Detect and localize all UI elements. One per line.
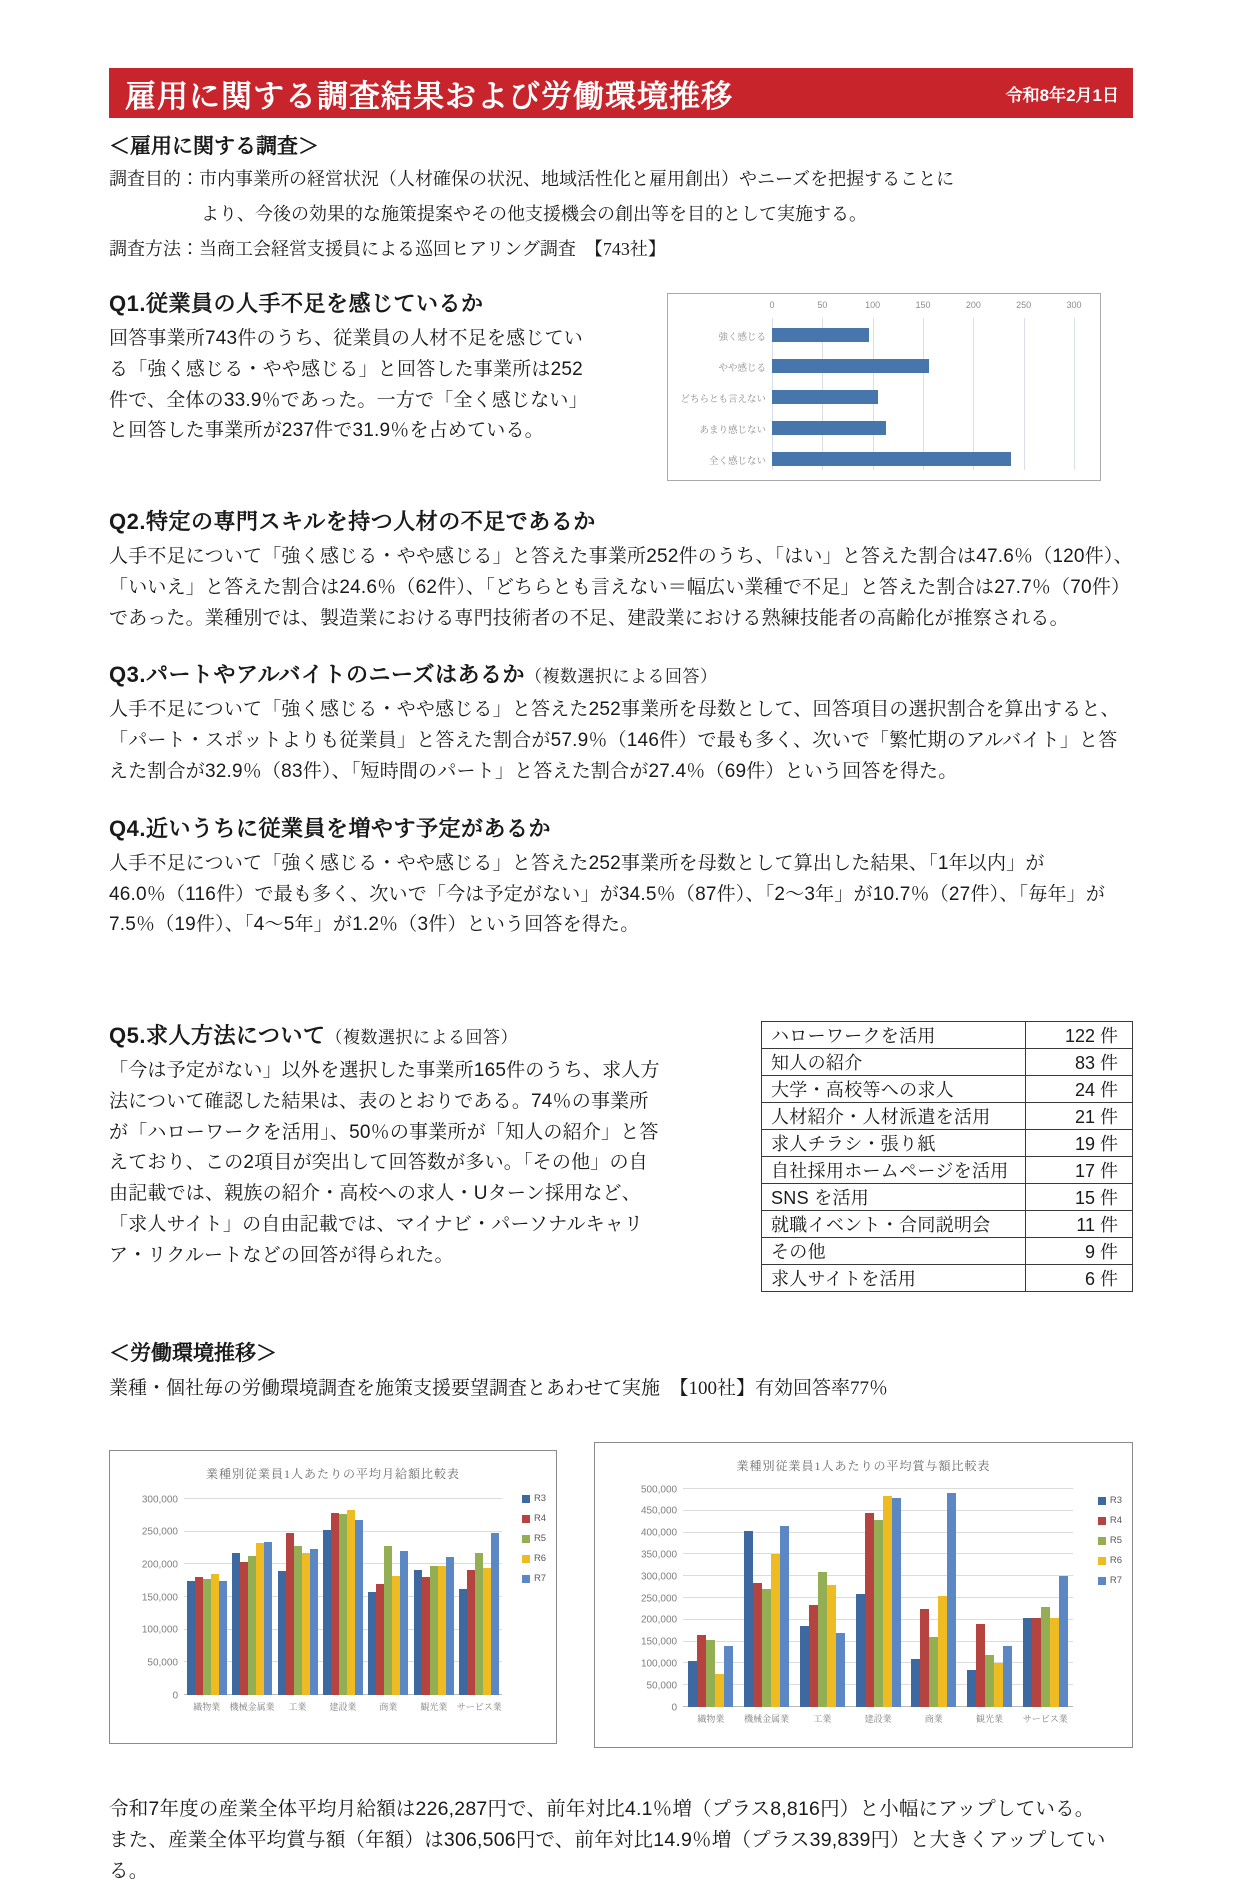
bar-R3 (323, 1530, 331, 1695)
header-banner (109, 68, 1133, 118)
q5-heading (109, 1019, 661, 1050)
legend-swatch (522, 1575, 530, 1583)
method-count: 6 件 (1026, 1265, 1133, 1292)
category-label: 建設業 (329, 1702, 357, 1713)
grid-line (1074, 318, 1075, 470)
legend-item (1098, 1495, 1122, 1506)
method-label: 人材紹介・人材派遣を活用 (762, 1103, 1026, 1130)
legend-label: R3 (1109, 1495, 1122, 1507)
labor-charts-row (109, 1442, 1133, 1748)
q5-heading-note: （複数選択による回答） (325, 1028, 519, 1048)
method-label: 求人チラシ・張り紙 (762, 1130, 1026, 1157)
legend-swatch (522, 1555, 530, 1563)
summary-line2: また、産業全体平均賞与額（年額）は306,506円で、前年対比14.9％増（プラス39,839円）と大きくアップしている。 (109, 1829, 1106, 1883)
y-tick-label: 300,000 (640, 1571, 678, 1583)
bar-R4 (286, 1533, 294, 1695)
legend-label: R6 (1109, 1555, 1122, 1567)
bar-R5 (1041, 1607, 1050, 1707)
legend-item (1098, 1555, 1122, 1566)
q3-body: 人手不足について「強く感じる・やや感じる」と答えた252事業所を母数として、回答項目の選択割合を算出すると、「パート・スポットよりも従業員」と答えた割合が57.9％（146件）で最も多く、次いで「繁忙期のアルバイト」と答えた割合が32.9％（83件）、「短時間のパート」と答えた割合が27.4％（69件）という回答を得た。 (109, 699, 1120, 783)
legend-swatch (522, 1535, 530, 1543)
table-row (762, 1022, 1133, 1049)
bar-R3 (688, 1661, 697, 1707)
bar-R5 (384, 1546, 392, 1695)
q4-section (109, 812, 1133, 941)
legend-label: R3 (533, 1493, 547, 1505)
bar-R4 (376, 1584, 384, 1695)
category-label: 全く感じない (708, 456, 766, 468)
bar-group (411, 1557, 456, 1695)
bar-R7 (310, 1549, 318, 1695)
bar-R3 (459, 1589, 467, 1695)
method-label: 求人サイトを活用 (762, 1265, 1026, 1292)
bar-R3 (911, 1659, 920, 1707)
section-title-employment-survey: ＜雇用に関する調査＞ (109, 135, 319, 158)
category-label: 観光業 (420, 1702, 448, 1713)
method-label: 自社採用ホームページを活用 (762, 1157, 1026, 1184)
bar-R4 (865, 1513, 874, 1707)
bar-group (683, 1635, 739, 1707)
legend-item (1098, 1515, 1122, 1526)
bar-R4 (467, 1570, 475, 1695)
labor-subtitle: 業種・個社毎の労働環境調査を施策支援要望調査とあわせて実施 【100社】有効回答率77％ (109, 1378, 889, 1400)
q5-heading-text: Q5.求人方法について (109, 1023, 326, 1049)
header-date: 令和8年2月1日 (1005, 85, 1119, 105)
bar-R7 (264, 1542, 272, 1695)
chart-title: 業種別従業員1人あたりの平均月給額比較表 (206, 1467, 461, 1482)
legend-swatch (1098, 1577, 1106, 1585)
bar-R6 (994, 1663, 1003, 1707)
bar-R4 (240, 1562, 248, 1695)
legend (1098, 1495, 1122, 1586)
legend-label: R7 (1109, 1575, 1122, 1587)
bar-R7 (491, 1533, 499, 1695)
y-tick-label: 400,000 (640, 1527, 678, 1539)
bar-group (184, 1574, 229, 1696)
legend-item (1098, 1535, 1122, 1546)
survey-purpose-line2: より、今後の効果的な施策提案やその他支援機会の創出等を目的として実施する。 (201, 203, 867, 224)
section-title-labor-environment: ＜労働環境推移＞ (109, 1342, 277, 1366)
document-page (109, 0, 1133, 1888)
q4-heading: Q4.近いうちに従業員を増やす予定があるか (109, 815, 551, 841)
bar-R5 (203, 1579, 211, 1695)
table-row (762, 1076, 1133, 1103)
bar-group (275, 1533, 320, 1695)
q1-body: 回答事業所743件のうち、従業員の人材不足を感じている「強く感じる・やや感じる」と回答した事業所は252 件で、全体の33.9％であった。一方で「全く感じない」と回答した事業所が237件で31.9％を占めている。 (109, 328, 588, 442)
method-count: 122 件 (1026, 1022, 1133, 1049)
legend-label: R7 (533, 1573, 547, 1585)
bar-R6 (347, 1510, 355, 1696)
category-label: やや感じる (718, 363, 766, 375)
y-tick-label: 250,000 (640, 1593, 678, 1605)
q3-section (109, 658, 1133, 787)
bar-R7 (1059, 1576, 1068, 1707)
bar-R4 (1032, 1618, 1041, 1707)
bar-R3 (1023, 1618, 1032, 1707)
bar-R3 (856, 1594, 865, 1707)
monthly-salary-chart (109, 1450, 557, 1744)
table-row (762, 1049, 1133, 1076)
legend-swatch (1098, 1557, 1106, 1565)
x-tick-label: 0 (769, 300, 775, 311)
category-label: あまり感じない (699, 425, 766, 437)
y-tick-label: 200,000 (640, 1614, 678, 1626)
legend-swatch (1098, 1517, 1106, 1525)
bar-R4 (697, 1635, 706, 1707)
category-label: 工業 (288, 1702, 307, 1713)
plot-area (141, 1494, 502, 1713)
q4-body: 人手不足について「強く感じる・やや感じる」と答えた252事業所を母数として算出した結果、「1年以内」が46.0％（116件）で最も多く、次いで「今は予定がない」が34.5％（87件）、「2～3年」が10.7％（27件）、「毎年」が7.5％（19件）、「4～5年」が1.2％（3件）という回答を得た。 (109, 852, 1106, 936)
category-label: 建設業 (864, 1714, 892, 1725)
method-count: 24 件 (1026, 1076, 1133, 1103)
y-tick-label: 0 (671, 1702, 678, 1714)
bar-R7 (355, 1520, 363, 1695)
legend-item (522, 1553, 546, 1564)
bar-R3 (744, 1531, 753, 1708)
y-tick-label: 150,000 (141, 1592, 178, 1604)
method-label: 知人の紹介 (762, 1049, 1026, 1076)
bar-R5 (706, 1640, 715, 1708)
category-label: 織物業 (193, 1702, 221, 1713)
bar-R6 (1050, 1618, 1059, 1707)
summary-line1: 令和7年度の産業全体平均月給額は226,287円で、前年対比4.1％増（プラス8,816円）と小幅にアップしている。 (109, 1798, 1095, 1821)
bar-group (906, 1493, 962, 1707)
bar-R6 (256, 1543, 264, 1695)
bar-R4 (920, 1609, 929, 1707)
legend-swatch (522, 1495, 530, 1503)
bar (772, 452, 1011, 466)
bar-R5 (818, 1572, 827, 1707)
bar (772, 359, 929, 373)
bar-R4 (753, 1583, 762, 1707)
method-label: 大学・高校等への求人 (762, 1076, 1026, 1103)
y-tick-label: 300,000 (141, 1494, 178, 1506)
bar-R6 (715, 1674, 724, 1707)
bar-R4 (331, 1513, 339, 1695)
bar-R7 (400, 1551, 408, 1695)
legend-item (522, 1573, 546, 1584)
grid-line (923, 318, 924, 470)
bar-R3 (368, 1592, 376, 1695)
x-tick-label: 150 (915, 300, 931, 311)
summary-text (109, 1794, 1133, 1888)
bar-R7 (780, 1526, 789, 1707)
y-tick-label: 450,000 (640, 1505, 678, 1517)
bar-R7 (836, 1633, 845, 1707)
bar (772, 421, 886, 435)
category-label: 商業 (924, 1714, 943, 1725)
grid-line (184, 1498, 502, 1499)
bar-R6 (938, 1596, 947, 1707)
bar-group (1017, 1576, 1073, 1707)
method-count: 15 件 (1026, 1184, 1133, 1211)
legend-swatch (1098, 1497, 1106, 1505)
table-row (762, 1157, 1133, 1184)
legend-item (522, 1533, 546, 1544)
category-label: どちらとも言えない (680, 394, 766, 406)
y-tick-label: 150,000 (640, 1636, 678, 1648)
x-tick-label: 200 (965, 300, 981, 311)
legend-label: R6 (533, 1553, 547, 1565)
x-tick-label: 100 (865, 300, 881, 311)
q1-bar-chart (667, 293, 1101, 481)
bar-R5 (475, 1553, 483, 1695)
bar (772, 390, 878, 404)
recruiting-methods-table (761, 1021, 1133, 1292)
y-tick-label: 350,000 (640, 1549, 678, 1561)
bar-R3 (967, 1670, 976, 1707)
bar-R4 (195, 1577, 203, 1695)
bar-R7 (1003, 1646, 1012, 1707)
q1-heading: Q1.従業員の人手不足を感じているか (109, 291, 484, 317)
bar-R5 (929, 1637, 938, 1707)
bar-R6 (302, 1553, 310, 1695)
bar-R3 (800, 1626, 809, 1707)
y-tick-label: 50,000 (646, 1680, 678, 1692)
legend-label: R4 (1109, 1515, 1122, 1527)
bar-R7 (219, 1581, 227, 1695)
bar-R3 (187, 1581, 195, 1695)
bar-R5 (430, 1566, 438, 1695)
method-count: 9 件 (1026, 1238, 1133, 1265)
bar-R6 (211, 1574, 219, 1696)
x-tick-label: 300 (1066, 300, 1082, 311)
y-tick-label: 250,000 (141, 1526, 178, 1538)
bar-R4 (809, 1605, 818, 1707)
legend-item (522, 1513, 546, 1524)
legend-label: R5 (1109, 1535, 1122, 1547)
q1-section (109, 287, 1133, 481)
category-label: 織物業 (697, 1714, 725, 1725)
y-tick-label: 200,000 (141, 1559, 178, 1571)
legend-swatch (522, 1515, 530, 1523)
y-tick-label: 0 (172, 1690, 178, 1702)
legend-label: R4 (533, 1513, 547, 1525)
q3-heading-text: Q3.パートやアルバイトのニーズはあるか (109, 662, 525, 688)
table-row (762, 1184, 1133, 1211)
bar-R5 (339, 1514, 347, 1695)
bar-R6 (392, 1576, 400, 1696)
method-label: 就職イベント・合同説明会 (762, 1211, 1026, 1238)
bar-R5 (874, 1520, 883, 1707)
grid-line (683, 1488, 1073, 1489)
method-label: その他 (762, 1238, 1026, 1265)
y-tick-label: 100,000 (640, 1658, 678, 1670)
bar-R3 (278, 1571, 286, 1695)
q5-body: 「今は予定がない」以外を選択した事業所165件のうち、求人方法について確認した結果は、表のとおりである。74％の事業所が「ハローワークを活用」、50％の事業所が「知人の紹介」と答えており、この2項目が突出して回答数が多い。「その他」の自由記載では、親族の紹介・高校への求人・Uターン採用など、「求人サイト」の自由記載では、マイナビ・パーソナルキャリア・リクルートなどの回答が得られた。 (109, 1060, 660, 1266)
bar-R3 (232, 1553, 240, 1695)
q3-heading (109, 658, 1133, 689)
bar-R7 (947, 1493, 956, 1707)
category-label: サービス業 (456, 1702, 502, 1713)
method-count: 19 件 (1026, 1130, 1133, 1157)
bar-group (320, 1510, 365, 1696)
table-row (762, 1265, 1133, 1292)
method-count: 11 件 (1026, 1211, 1133, 1238)
page-title: 雇用に関する調査結果および労働環境推移 (125, 78, 733, 114)
bar-R4 (422, 1577, 430, 1695)
bar-R7 (446, 1557, 454, 1695)
category-label: 観光業 (976, 1714, 1004, 1725)
bar-R5 (294, 1546, 302, 1695)
bar-group (962, 1624, 1018, 1707)
method-label: SNS を活用 (762, 1184, 1026, 1211)
q2-section (109, 505, 1133, 634)
method-count: 21 件 (1026, 1103, 1133, 1130)
y-tick-label: 500,000 (640, 1484, 678, 1496)
bar-group (739, 1526, 795, 1707)
table-row (762, 1211, 1133, 1238)
survey-purpose-line1: 調査目的：市内事業所の経営状況（人材確保の状況、地域活性化と雇用創出）やニーズを把握することに (109, 169, 955, 189)
table-row (762, 1130, 1133, 1157)
x-tick-label: 50 (817, 300, 828, 311)
q5-section (109, 1019, 1133, 1307)
q2-body: 人手不足について「強く感じる・やや感じる」と答えた事業所252件のうち、「はい」と答えた割合は47.6％（120件）、「いいえ」と答えた割合は24.6％（62件）、「どちらとも言えない＝幅広い業種で不足」と答えた割合は27.7％（70件）であった。業種別では、製造業における専門技術者の不足、建設業における熟練技能者の高齢化が推察される。 (109, 546, 1133, 629)
bar-R7 (724, 1646, 733, 1707)
y-tick-label: 50,000 (147, 1657, 178, 1669)
bar-R7 (892, 1498, 901, 1707)
bar-R5 (248, 1556, 256, 1695)
category-label: 機械金属業 (229, 1702, 275, 1713)
method-count: 17 件 (1026, 1157, 1133, 1184)
x-tick-label: 250 (1016, 300, 1032, 311)
legend-label: R5 (533, 1533, 547, 1545)
category-label: サービス業 (1022, 1714, 1068, 1725)
bar-R4 (976, 1624, 985, 1707)
bar-R5 (985, 1655, 994, 1707)
bar-R6 (827, 1585, 836, 1707)
bar-R3 (414, 1570, 422, 1695)
method-label: ハローワークを活用 (762, 1022, 1026, 1049)
y-tick-label: 100,000 (141, 1624, 178, 1636)
grid-line (1024, 318, 1025, 470)
bar (772, 328, 869, 342)
legend-item (1098, 1575, 1122, 1586)
legend-swatch (1098, 1537, 1106, 1545)
bar-group (850, 1496, 906, 1707)
bar-group (229, 1542, 274, 1695)
chart-title: 業種別従業員1人あたりの平均賞与額比較表 (736, 1459, 991, 1474)
bar-R6 (483, 1568, 491, 1695)
bar-R6 (438, 1566, 446, 1695)
method-count: 83 件 (1026, 1049, 1133, 1076)
table-row (762, 1238, 1133, 1265)
bar-R6 (883, 1496, 892, 1707)
bar-group (457, 1533, 502, 1695)
survey-method: 調査方法：当商工会経営支援員による巡回ヒアリング調査 【743社】 (109, 239, 666, 260)
legend-item (522, 1493, 546, 1504)
category-label: 工業 (813, 1714, 832, 1725)
category-label: 機械金属業 (744, 1714, 790, 1725)
q2-heading: Q2.特定の専門スキルを持つ人材の不足であるか (109, 509, 596, 535)
plot-area (640, 1484, 1073, 1725)
category-label: 商業 (379, 1702, 398, 1713)
bar-R5 (762, 1589, 771, 1707)
category-label: 強く感じる (718, 332, 766, 344)
grid-line (973, 318, 974, 470)
bar-group (795, 1572, 851, 1707)
table-row (762, 1103, 1133, 1130)
bonus-chart (594, 1442, 1133, 1748)
bar-R6 (771, 1554, 780, 1707)
q3-heading-note: （複数選択による回答） (524, 667, 718, 687)
legend (522, 1493, 546, 1584)
bar-group (366, 1546, 411, 1695)
